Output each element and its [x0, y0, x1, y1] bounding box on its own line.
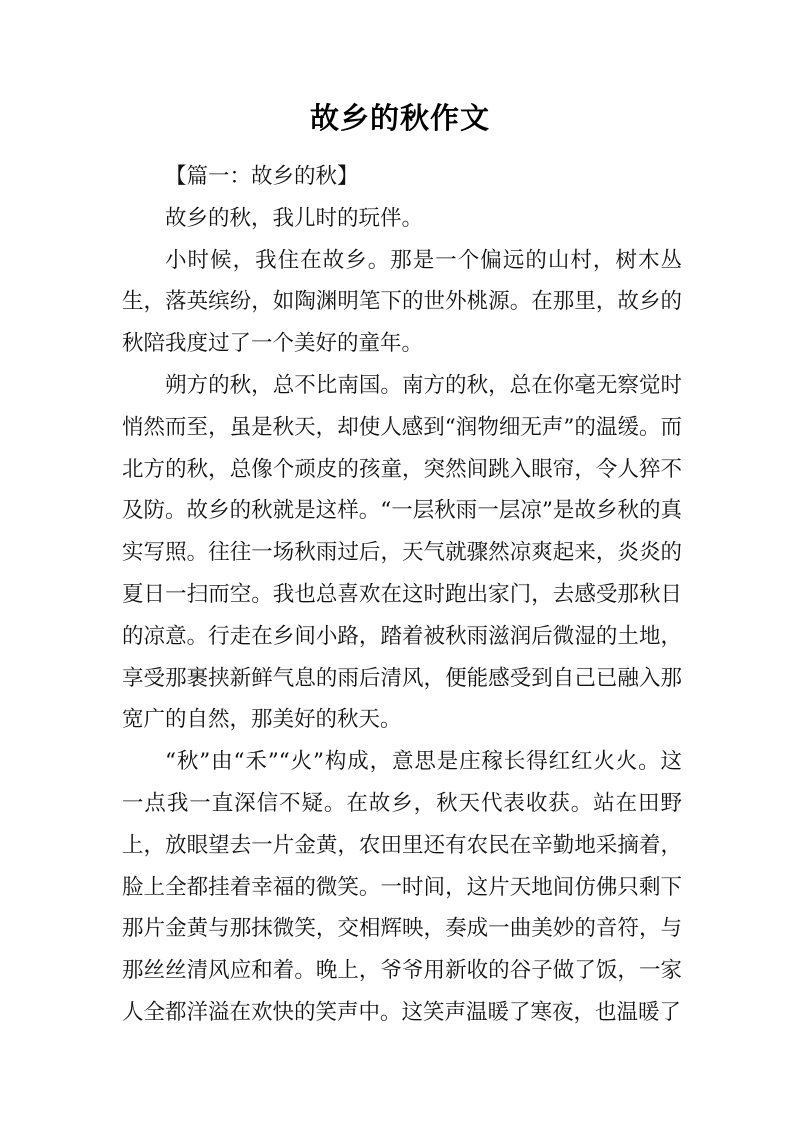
paragraph: 故乡的秋，我儿时的玩伴。: [165, 205, 424, 231]
paragraph: 小时候，我住在故乡。那是一个偏远的山村，树木丛生，落英缤纷，如陶渊明笔下的世外桃源。在那里，故乡的秋陪我度过了一个美好的童年。: [122, 247, 682, 357]
paragraph: “秋”由“禾”“火”构成，意思是庄稼长得红红火火。这一点我一直深信不疑。在故乡，秋天代表收获。站在田野上，放眼望去一片金黄，农田里还有农民在辛勤地采摘着，脸上全都挂着幸福的微笑。一时间，这片天地间仿佛只剩下那片金黄与那抹微笑，交相辉映，奏成一曲美妙的音符，与那丝丝清风应和着。晚上，爷爷用新收的谷子做了饭，一家人全都洋溢在欢快的笑声中。这笑声温暖了寒夜，也温暖了: [122, 749, 682, 1025]
section-heading: 【篇一：故乡的秋】: [165, 164, 359, 189]
document-title: 故乡的秋作文: [309, 101, 490, 135]
document-body: [122, 156, 682, 1034]
paragraph: 朔方的秋，总不比南国。南方的秋，总在你毫无察觉时悄然而至，虽是秋天，却使人感到“润物细无声”的温缓。而北方的秋，总像个顽皮的孩童，突然间跳入眼帘，令人猝不及防。故乡的秋就是这样。“一层秋雨一层凉”是故乡秋的真实写照。往往一场秋雨过后，天气就骤然凉爽起来，炎炎的夏日一扫而空。我也总喜欢在这时跑出家门，去感受那秋日的凉意。行走在乡间小路，踏着被秋雨滋润后微湿的土地，享受那裹挟新鲜气息的雨后清风，便能感受到自己已融入那宽广的自然，那美好的秋天。: [122, 372, 682, 733]
